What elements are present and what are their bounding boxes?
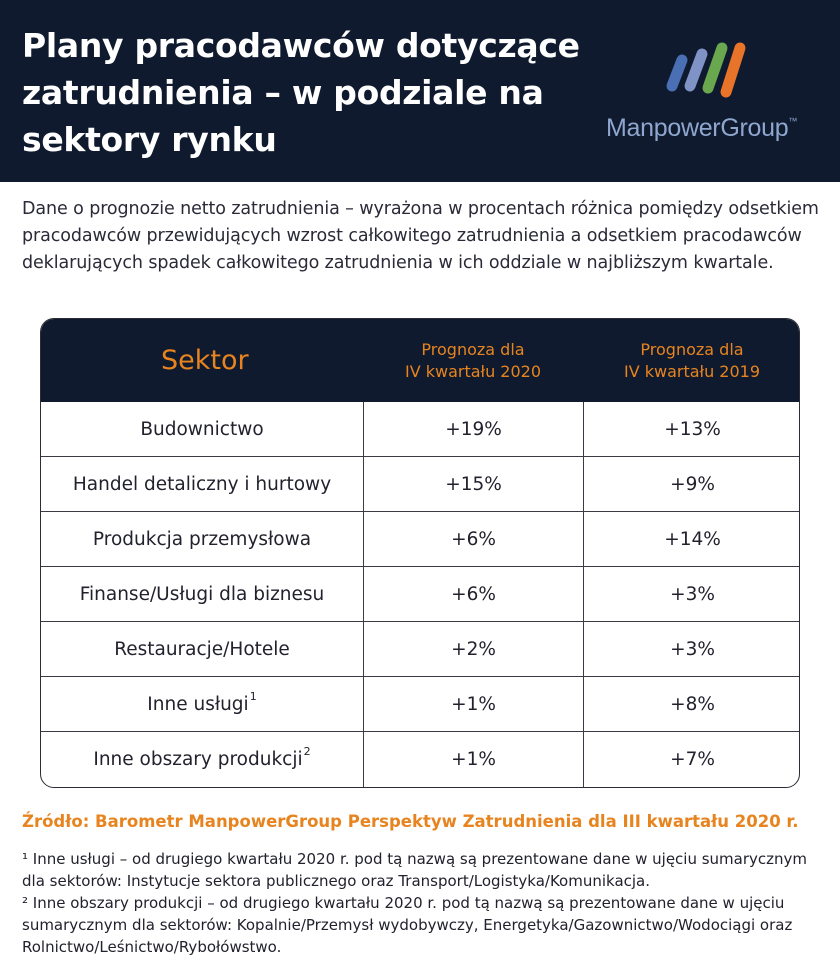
manpowergroup-stripes-icon	[660, 36, 756, 108]
cell-sector	[41, 457, 363, 512]
header-banner	[0, 0, 840, 182]
header-q4-2020: Prognoza dla IV kwartału 2020	[404, 339, 542, 381]
cell-sector	[41, 732, 363, 787]
table-body	[41, 402, 799, 787]
footnote-1: ¹ Inne usługi – od drugiego kwartału 2020 r. pod tą nazwą są prezentowane dane w ujęciu sumarycznym dla sektorów: Instytucje sektora publicznego oraz Transport/Logistyka/Komunikacja.	[22, 850, 808, 890]
cell-q4-2019: +8%	[583, 677, 800, 732]
cell-q4-2020: +6%	[363, 512, 583, 567]
table-row	[41, 457, 799, 512]
intro-paragraph: Dane o prognozie netto zatrudnienia – wyrażona w procentach różnica pomiędzy odsetkiem pracodawców przewidujących wzrost całkowitego zatrudnienia a odsetkiem pracodawców deklarujących spadek całkowitego zatrudnienia w ich oddziale w najbliższym kwartale.	[22, 199, 819, 273]
table-row	[41, 567, 799, 622]
sector-label: Inne obszary produkcji	[93, 749, 303, 770]
header-q4-2019: Prognoza dla IV kwartału 2019	[623, 339, 761, 381]
cell-sector	[41, 567, 363, 622]
table-row	[41, 512, 799, 567]
cell-sector	[41, 402, 363, 457]
cell-q4-2020: +15%	[363, 457, 583, 512]
logo-stripe-2	[690, 54, 702, 86]
cell-q4-2020: +6%	[363, 567, 583, 622]
cell-q4-2019: +9%	[583, 457, 800, 512]
cell-q4-2019: +13%	[583, 402, 800, 457]
footnote-2: ² Inne obszary produkcji – od drugiego kwartału 2020 r. pod tą nazwą są prezentowane dane w ujęciu sumarycznym dla sektorów: Kopalnie/Przemysł wydobywczy, Energetyka/Gazownictwo/Wodociągi oraz Rolnictwo/Leśnictwo/Rybołówstwo.	[22, 894, 793, 956]
sector-label: Handel detaliczny i hurtowy	[72, 474, 332, 495]
header-sector: Sektor	[161, 345, 249, 376]
cell-q4-2020: +2%	[363, 622, 583, 677]
logo-wordmark: ManpowerGroup™	[606, 114, 798, 142]
cell-q4-2019: +3%	[583, 567, 800, 622]
sector-label: Inne usługi	[147, 694, 249, 715]
footnote-marker: 1	[249, 690, 257, 703]
table-row	[41, 677, 799, 732]
footnotes	[22, 848, 828, 958]
logo-stripe-3	[708, 48, 722, 88]
logo-stripe-4	[726, 48, 740, 92]
cell-sector	[41, 622, 363, 677]
cell-q4-2019: +7%	[583, 732, 800, 787]
sector-label: Produkcja przemysłowa	[92, 529, 312, 550]
forecast-table	[40, 318, 800, 788]
table-row	[41, 732, 799, 787]
cell-q4-2020: +1%	[363, 677, 583, 732]
table-header	[41, 319, 799, 402]
table-row	[41, 402, 799, 457]
page-title: Plany pracodawców dotyczące zatrudnienia – w podziale na sektory rynku	[22, 26, 580, 159]
cell-sector	[41, 512, 363, 567]
footnote-marker: 2	[303, 745, 311, 758]
cell-q4-2019: +3%	[583, 622, 800, 677]
manpowergroup-logo	[600, 30, 820, 150]
table-row	[41, 622, 799, 677]
source-note: Źródło: Barometr ManpowerGroup Perspektyw Zatrudnienia dla III kwartału 2020 r.	[22, 812, 799, 831]
trademark-sign: ™	[788, 116, 798, 126]
sector-label: Finanse/Usługi dla biznesu	[79, 584, 325, 605]
cell-sector	[41, 677, 363, 732]
cell-q4-2020: +1%	[363, 732, 583, 787]
cell-q4-2020: +19%	[363, 402, 583, 457]
cell-q4-2019: +14%	[583, 512, 800, 567]
sector-label: Budownictwo	[140, 419, 264, 440]
sector-label: Restauracje/Hotele	[114, 639, 290, 660]
logo-stripe-1	[672, 60, 682, 86]
